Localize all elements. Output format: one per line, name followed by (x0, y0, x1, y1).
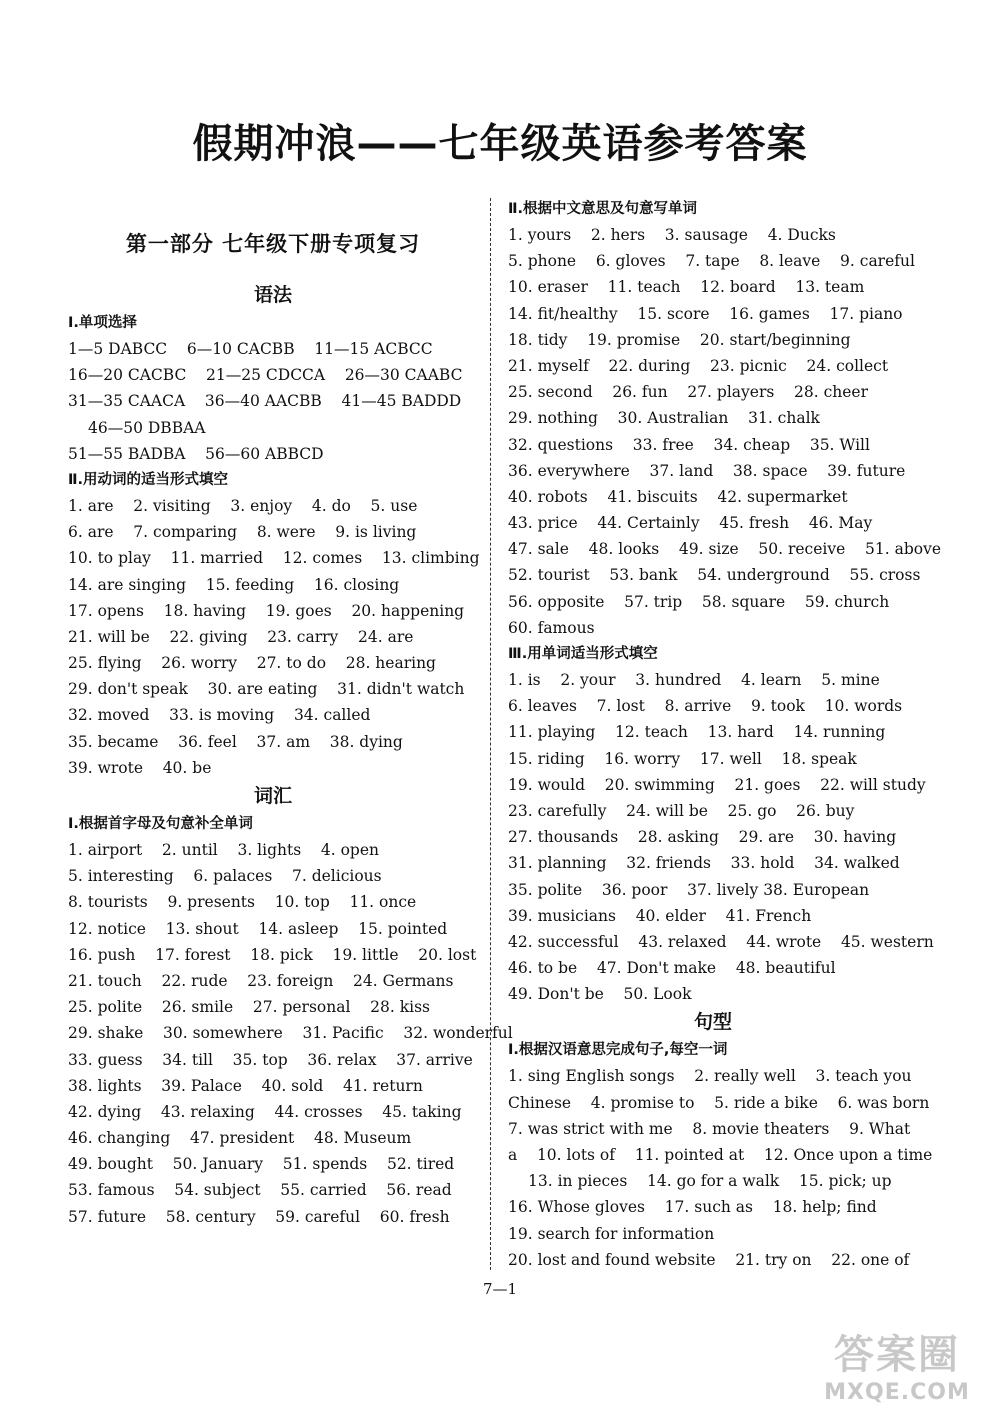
answer-line: 20. lost and found website 21. try on 22. one of (508, 1250, 910, 1269)
answer-line: 25. polite 26. smile 27. personal 28. kiss (68, 998, 430, 1017)
answer-line: 29. shake 30. somewhere 31. Pacific 32. wonderful (68, 1024, 513, 1043)
answer-line: 6. leaves 7. lost 8. arrive 9. took 10. words (508, 697, 903, 716)
vocab-sec1-title: Ⅰ.根据首字母及句意补全单词 (68, 816, 253, 832)
answer-line: 46. changing 47. president 48. Museum (68, 1129, 412, 1148)
answer-line: 31. planning 32. friends 33. hold 34. walked (508, 854, 900, 873)
answer-line: 46. to be 47. Don't make 48. beautiful (508, 959, 836, 978)
answer-line: 27. thousands 28. asking 29. are 30. having (508, 828, 897, 847)
answer-line: 1. airport 2. until 3. lights 4. open (68, 841, 380, 859)
answer-line: 60. famous (508, 618, 595, 637)
answer-line: 42. successful 43. relaxed 44. wrote 45. western (508, 932, 934, 951)
answer-line: 1. sing English songs 2. really well 3. teach you (508, 1067, 912, 1086)
answer-line: 35. became 36. feel 37. am 38. dying (68, 732, 403, 751)
vocab-sec2-title: Ⅱ.根据中文意思及句意写单词 (508, 201, 698, 217)
answer-line: 47. sale 48. looks 49. size 50. receive 51. above (508, 540, 942, 559)
answer-line: 21. will be 22. giving 23. carry 24. are (68, 627, 414, 646)
answer-line: 31—35 CAACA 36—40 AACBB 41—45 BADDD (68, 392, 462, 411)
answer-line: 35. polite 36. poor 37. lively 38. European (508, 880, 870, 899)
answer-line: a 10. lots of 11. pointed at 12. Once upon a time (508, 1146, 933, 1164)
watermark (802, 1323, 992, 1405)
sentence-sec1-title: Ⅰ.根据汉语意思完成句子,每空一词 (508, 1042, 728, 1059)
left-column (68, 218, 513, 1230)
answer-line: 46—50 DBBAA (88, 418, 206, 437)
answer-line: 1. are 2. visiting 3. enjoy 4. do 5. use (68, 496, 418, 515)
part-title: 第一部分 七年级下册专项复习 (125, 232, 421, 256)
answer-line: 32. questions 33. free 34. cheap 35. Will (508, 435, 870, 454)
right-column (508, 196, 942, 1273)
answer-line: 51—55 BADBA 56—60 ABBCD (68, 444, 324, 463)
answer-line: 1. is 2. your 3. hundred 4. learn 5. mine (508, 671, 880, 689)
answer-line: 39. wrote 40. be (68, 758, 212, 777)
answer-line: 10. to play 11. married 12. comes 13. climbing (68, 549, 480, 568)
answer-line: 21. myself 22. during 23. picnic 24. collect (508, 356, 889, 375)
watermark-url: MXQE.COM (824, 1380, 970, 1405)
answer-line: Chinese 4. promise to 5. ride a bike 6. was born (508, 1093, 930, 1112)
answer-line: 38. lights 39. Palace 40. sold 41. return (68, 1076, 423, 1095)
answer-line: 56. opposite 57. trip 58. square 59. church (508, 592, 890, 611)
answer-line: 19. search for information (508, 1224, 715, 1243)
answer-line: 12. notice 13. shout 14. asleep 15. pointed (68, 919, 448, 938)
answer-line: 8. tourists 9. presents 10. top 11. once (68, 893, 417, 912)
column-divider (490, 198, 491, 1270)
answer-line: 5. interesting 6. palaces 7. delicious (68, 867, 382, 886)
answer-line: 29. nothing 30. Australian 31. chalk (508, 409, 820, 428)
answer-line: 13. in pieces 14. go for a walk 15. pick; up (528, 1172, 892, 1191)
answer-line: 11. playing 12. teach 13. hard 14. running (508, 723, 886, 742)
answer-line: 18. tidy 19. promise 20. start/beginning (508, 330, 851, 349)
vocab-sec3-title: Ⅲ.用单词适当形式填空 (508, 646, 658, 662)
answer-line: 14. fit/healthy 15. score 16. games 17. piano (508, 304, 903, 323)
answer-line: 29. don't speak 30. are eating 31. didn't watch (68, 680, 465, 699)
answer-line: 1—5 DABCC 6—10 CACBB 11—15 ACBCC (68, 340, 433, 358)
answer-line: 25. flying 26. worry 27. to do 28. hearing (68, 654, 436, 673)
answer-line: 10. eraser 11. teach 12. board 13. team (508, 278, 865, 297)
answer-line: 39. musicians 40. elder 41. French (508, 906, 812, 925)
page-number: 7—1 (482, 1280, 518, 1298)
watermark-logo: 答案圈 (834, 1332, 960, 1378)
grammar-sec2-title: Ⅱ.用动词的适当形式填空 (68, 471, 229, 488)
answer-line: 16—20 CACBC 21—25 CDCCA 26—30 CAABC (68, 366, 463, 385)
page-title: 假期冲浪——七年级英语参考答案 (192, 121, 808, 167)
vocab-heading: 词汇 (253, 785, 292, 807)
answer-line: 21. touch 22. rude 23. foreign 24. Germans (68, 971, 454, 990)
answer-line: 49. bought 50. January 51. spends 52. tired (68, 1155, 455, 1174)
answer-line: 32. moved 33. is moving 34. called (68, 706, 371, 725)
grammar-heading: 语法 (253, 284, 292, 306)
answer-line: 33. guess 34. till 35. top 36. relax 37. arrive (68, 1050, 473, 1069)
answer-line: 43. price 44. Certainly 45. fresh 46. May (508, 514, 873, 533)
answer-line: 16. push 17. forest 18. pick 19. little 20. lost (68, 945, 477, 964)
answer-line: 57. future 58. century 59. careful 60. fresh (68, 1207, 450, 1226)
answer-line: 1. yours 2. hers 3. sausage 4. Ducks (508, 226, 836, 244)
answer-line: 16. Whose gloves 17. such as 18. help; find (508, 1198, 877, 1217)
answer-line: 6. are 7. comparing 8. were 9. is living (68, 523, 417, 542)
answer-line: 14. are singing 15. feeding 16. closing (68, 575, 400, 594)
answer-line: 40. robots 41. biscuits 42. supermarket (508, 487, 848, 506)
answer-line: 17. opens 18. having 19. goes 20. happening (68, 601, 465, 620)
answer-line: 36. everywhere 37. land 38. space 39. future (508, 461, 906, 480)
answer-line: 49. Don't be 50. Look (508, 985, 692, 1004)
grammar-sec1-title: Ⅰ.单项选择 (68, 315, 137, 331)
answer-line: 52. tourist 53. bank 54. underground 55. cross (508, 566, 921, 585)
answer-line: 7. was strict with me 8. movie theaters 9. What (508, 1119, 911, 1138)
answer-line: 15. riding 16. worry 17. well 18. speak (508, 749, 857, 768)
sentence-heading: 句型 (693, 1011, 732, 1034)
answer-line: 19. would 20. swimming 21. goes 22. will study (508, 775, 926, 794)
answer-line: 5. phone 6. gloves 7. tape 8. leave 9. careful (508, 252, 915, 271)
answer-line: 42. dying 43. relaxing 44. crosses 45. taking (68, 1102, 462, 1121)
answer-line: 53. famous 54. subject 55. carried 56. read (68, 1181, 452, 1200)
answer-line: 25. second 26. fun 27. players 28. cheer (508, 383, 869, 402)
answer-line: 23. carefully 24. will be 25. go 26. buy (508, 801, 855, 820)
